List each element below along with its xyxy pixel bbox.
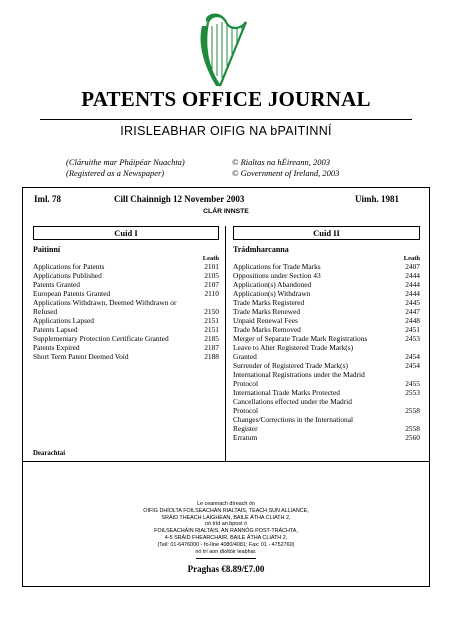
contents-entry — [33, 307, 219, 316]
registration-english: (Registered as a Newspaper) — [66, 168, 165, 178]
entry-page: 2105 — [204, 271, 219, 280]
part2-page-label: Leath — [403, 255, 420, 262]
entry-page: 2444 — [405, 280, 420, 289]
registration-irish: (Cláruithe mar Pháipéar Nuachta) — [66, 157, 185, 167]
issue-number: Uimh. 1981 — [355, 194, 400, 204]
entry-label: Patents Expired — [33, 343, 80, 352]
entry-page: 2107 — [204, 280, 219, 289]
contents-entry — [33, 334, 219, 343]
journal-subtitle: IRISLEABHAR OIFIG NA bPAITINNÍ — [120, 124, 332, 138]
contents-entry — [233, 325, 420, 334]
contents-entry — [233, 397, 420, 406]
designs-label: Dearachtaí — [33, 450, 66, 457]
entry-label: Application(s) Withdrawn — [233, 289, 311, 298]
purchase-info-line: FOILSEACHÁIN RIALTAIS, AN RANNÓG POST-TRÁCHTA, — [154, 528, 298, 535]
contents-entry — [233, 433, 420, 442]
entry-page: 2101 — [204, 262, 219, 271]
entry-page: 2185 — [204, 334, 219, 343]
entry-page: 2407 — [405, 262, 420, 271]
title-divider — [40, 119, 412, 120]
entry-label: Unpaid Renewal Fees — [233, 316, 298, 325]
contents-entry — [233, 298, 420, 307]
contents-entry — [233, 379, 420, 388]
copyright-english: © Government of Ireland, 2003 — [232, 168, 340, 178]
contents-entry — [33, 343, 219, 352]
entry-label: Protocol — [233, 406, 259, 415]
price: Praghas €8.89/£7.00 — [187, 564, 265, 574]
entry-label: Cancellations effected under the Madrid — [233, 397, 352, 406]
contents-entry — [233, 343, 420, 352]
purchase-info-line: SRÁID THEACH LAIGHEAN, BAILE ÁTHA CLIATH 2, — [161, 514, 291, 521]
contents-entry — [233, 361, 420, 370]
issue-date: Cill Chainnigh 12 November 2003 — [114, 194, 245, 204]
copyright-block — [232, 157, 339, 179]
purchase-info — [23, 501, 429, 555]
entry-label: Applications Lapsed — [33, 316, 94, 325]
volume-number: Iml. 78 — [34, 194, 61, 204]
contents-entry — [33, 271, 219, 280]
purchase-info-line: nó trí aon díoltóir leabhar. — [195, 548, 257, 555]
entry-label: International Registrations under the Madrid — [233, 370, 365, 379]
entry-label: Protocol — [233, 379, 259, 388]
contents-entry — [233, 424, 420, 433]
patents-section-title: Paitinní — [33, 245, 61, 254]
part2-column — [233, 226, 420, 442]
entry-label: Register — [233, 424, 258, 433]
entry-label: Short Term Patent Deemed Void — [33, 352, 129, 361]
part1-column — [33, 226, 219, 361]
contents-entry — [233, 406, 420, 415]
purchase-info-line: (Teil: 01-6476000 - fo-líne 4080/4081; Fax: 01 - 4752760) — [157, 541, 295, 548]
purchase-info-line: OIFIG DHÍOLTA FOILSEACHÁN RIALTAIS, TEACH SUN ALLIANCE, — [143, 507, 309, 514]
entry-label: Trade Marks Renewed — [233, 307, 301, 316]
entry-page: 2110 — [204, 289, 219, 298]
entry-page: 2553 — [405, 388, 420, 397]
entry-page: 2151 — [204, 316, 219, 325]
copyright-irish: © Rialtas na hÉireann, 2003 — [232, 157, 330, 167]
contents-title: CLÁR INNSTE — [203, 208, 249, 215]
part1-heading: Cuid I — [33, 226, 219, 240]
part1-page-label: Leath — [202, 255, 219, 262]
contents-entry — [233, 415, 420, 424]
registration-left — [66, 157, 185, 179]
entry-page: 2454 — [405, 352, 420, 361]
purchase-info-line: nó tríd an bpost ó — [205, 521, 247, 528]
entry-page: 2454 — [405, 361, 420, 370]
entry-page: 2558 — [405, 406, 420, 415]
contents-entry — [233, 370, 420, 379]
price-divider — [196, 558, 256, 559]
contents-entry — [33, 289, 219, 298]
entry-label: Supplementary Protection Certificate Granted — [33, 334, 169, 343]
entry-page: 2444 — [405, 271, 420, 280]
entry-label: Application(s) Abandoned — [233, 280, 312, 289]
entry-page: 2444 — [405, 289, 420, 298]
entry-page: 2151 — [204, 325, 219, 334]
entry-page: 2187 — [204, 343, 219, 352]
harp-emblem-icon — [198, 12, 254, 90]
entry-label: Oppositions under Section 43 — [233, 271, 321, 280]
entry-label: European Patents Granted — [33, 289, 111, 298]
entry-label: Patents Lapsed — [33, 325, 78, 334]
contents-entry — [233, 289, 420, 298]
entry-label: Applications for Trade Marks — [233, 262, 321, 271]
purchase-info-line: Le ceannach díreach ón — [197, 501, 255, 507]
entry-label: International Trade Marks Protected — [233, 388, 340, 397]
entry-page: 2447 — [405, 307, 420, 316]
contents-entry — [33, 262, 219, 271]
entry-label: Applications Published — [33, 271, 102, 280]
purchase-info-line: 4-5 SRÁID FHEARCHAIR, BAILE ÁTHA CLIATH 2, — [164, 534, 288, 541]
contents-entry — [233, 307, 420, 316]
entry-page: 2150 — [204, 307, 219, 316]
entry-page: 2558 — [405, 424, 420, 433]
entry-label: Merger of Separate Trade Mark Registrations — [233, 334, 368, 343]
part2-heading: Cuid II — [233, 226, 420, 240]
contents-entry — [33, 280, 219, 289]
entry-label: Applications Withdrawn, Deemed Withdrawn or — [33, 298, 177, 307]
contents-box — [22, 187, 430, 587]
part1-list — [33, 262, 219, 361]
entry-page: 2560 — [405, 433, 420, 442]
entry-label: Trade Marks Registered — [233, 298, 305, 307]
entry-page: 2445 — [405, 298, 420, 307]
contents-divider — [23, 461, 429, 462]
entry-label: Granted — [233, 352, 257, 361]
entry-label: Erratum — [233, 433, 258, 442]
entry-label: Changes/Corrections in the International — [233, 415, 354, 424]
trademarks-section-title: Trádmharcanna — [233, 245, 289, 254]
contents-entry — [233, 334, 420, 343]
contents-entry — [33, 325, 219, 334]
entry-page: 2451 — [405, 325, 420, 334]
contents-entry — [33, 298, 219, 307]
entry-label: Leave to Alter Registered Trade Mark(s) — [233, 343, 354, 352]
entry-page: 2455 — [405, 379, 420, 388]
contents-entry — [33, 316, 219, 325]
entry-label: Patents Granted — [33, 280, 80, 289]
entry-label: Applications for Patents — [33, 262, 105, 271]
contents-entry — [233, 262, 420, 271]
entry-label: Surrender of Registered Trade Mark(s) — [233, 361, 348, 370]
entry-label: Refused — [33, 307, 58, 316]
entry-page: 2448 — [405, 316, 420, 325]
contents-entry — [233, 388, 420, 397]
entry-page: 2188 — [204, 352, 219, 361]
contents-entry — [233, 280, 420, 289]
part2-list — [233, 262, 420, 442]
entry-page: 2453 — [405, 334, 420, 343]
contents-entry — [233, 316, 420, 325]
contents-entry — [33, 352, 219, 361]
column-divider — [225, 226, 226, 461]
contents-entry — [233, 352, 420, 361]
journal-title: PATENTS OFFICE JOURNAL — [81, 87, 371, 111]
entry-label: Trade Marks Removed — [233, 325, 301, 334]
contents-entry — [233, 271, 420, 280]
